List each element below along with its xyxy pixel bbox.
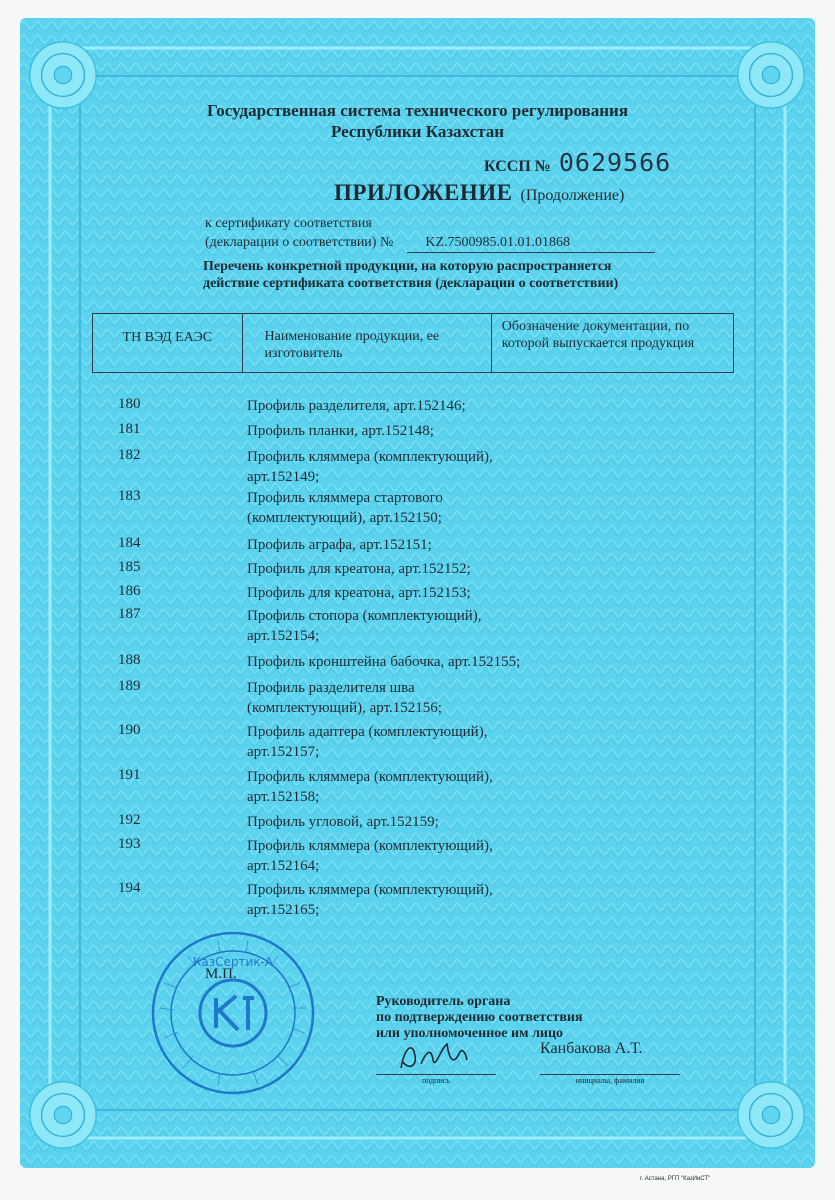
item-line: (комплектующий), арт.152156;: [247, 700, 442, 716]
intro-line-2: действие сертификата соответствия (декларации о соответствии): [203, 276, 619, 291]
item-line: арт.152164;: [247, 858, 320, 874]
seal-place-label: М.П.: [205, 966, 237, 982]
rosette-icon: [732, 36, 810, 114]
item-description: [247, 812, 547, 832]
signatory-title-3: или уполномоченное им лицо: [376, 1026, 564, 1041]
item-line: Профиль кронштейна бабочка, арт.152155;: [247, 654, 521, 670]
kssp-number-block: [484, 148, 671, 178]
cert-number: KZ.7500985.01.01.01868: [407, 233, 655, 253]
item-line: Профиль для креатона, арт.152152;: [247, 561, 471, 577]
item-line: Профиль аграфа, арт.152151;: [247, 537, 432, 553]
signatory-title-2: по подтверждению соответствия: [376, 1010, 583, 1025]
kssp-label: КССП №: [484, 158, 551, 175]
issuer-heading: [110, 100, 725, 142]
item-number: 187: [118, 606, 141, 622]
signatory-title: [376, 994, 583, 1042]
item-line: Профиль для креатона, арт.152153;: [247, 585, 471, 601]
issuer-line-2: Республики Казахстан: [330, 122, 505, 141]
item-line: арт.152165;: [247, 902, 320, 918]
issuer-line-1: Государственная система технического регулирования: [206, 101, 629, 120]
title-sub: (Продолжение): [520, 187, 625, 204]
item-line: Профиль кляммера стартового: [247, 490, 443, 506]
item-description: [247, 767, 547, 807]
item-number: 186: [118, 583, 141, 599]
column-documentation: Обозначение документации, по которой выпускается продукция: [501, 319, 695, 351]
item-line: арт.152149;: [247, 469, 320, 485]
item-number: 189: [118, 678, 141, 694]
item-number: 190: [118, 722, 141, 738]
item-description: [247, 722, 547, 762]
item-number: 181: [118, 421, 141, 437]
rosette-icon: [24, 36, 102, 114]
certificate-reference: [205, 214, 675, 253]
kssp-number: 0629566: [558, 148, 672, 177]
column-hs-code: ТН ВЭД ЕАЭС: [93, 314, 243, 372]
item-number: 183: [118, 488, 141, 504]
item-number: 192: [118, 812, 141, 828]
intro-line-1: Перечень конкретной продукции, на которую распространяется: [203, 259, 612, 274]
rosette-icon: [732, 1076, 810, 1154]
item-number: 185: [118, 559, 141, 575]
item-description: [247, 606, 547, 646]
item-line: Профиль планки, арт.152148;: [247, 423, 434, 439]
item-line: арт.152154;: [247, 628, 320, 644]
item-line: арт.152158;: [247, 789, 320, 805]
item-line: Профиль разделителя шва: [247, 680, 415, 696]
document-title: [334, 180, 624, 206]
item-description: [247, 678, 547, 718]
item-number: 188: [118, 652, 141, 668]
item-description: [247, 583, 547, 603]
item-description: [247, 559, 547, 579]
cert-line-2: (декларации о соответствии) №: [205, 235, 394, 250]
item-line: Профиль разделителя, арт.152146;: [247, 398, 466, 414]
item-description: [247, 836, 547, 876]
item-number: 184: [118, 535, 141, 551]
name-caption: инициалы, фамилия: [540, 1074, 680, 1085]
item-description: [247, 535, 547, 555]
item-number: 180: [118, 396, 141, 412]
item-line: Профиль стопора (комплектующий),: [247, 608, 482, 624]
signatory-title-1: Руководитель органа: [376, 994, 511, 1009]
item-line: арт.152157;: [247, 744, 320, 760]
item-description: [247, 880, 547, 920]
item-line: Профиль угловой, арт.152159;: [247, 814, 439, 830]
column-product-name: Наименование продукции, ее изготовитель: [243, 314, 492, 372]
item-description: [247, 652, 547, 672]
item-number: 191: [118, 767, 141, 783]
item-number: 194: [118, 880, 141, 896]
item-description: [247, 396, 547, 416]
official-seal: [148, 928, 318, 1098]
signature-caption: подпись: [376, 1074, 496, 1085]
printer-imprint: г. Астана, РГП "КазИнСТ": [640, 1176, 711, 1182]
item-line: Профиль адаптера (комплектующий),: [247, 724, 488, 740]
item-line: (комплектующий), арт.152150;: [247, 510, 442, 526]
product-list-intro: [203, 258, 663, 292]
product-table-header: [92, 313, 734, 373]
item-description: [247, 447, 547, 487]
item-line: Профиль кляммера (комплектующий),: [247, 838, 493, 854]
item-line: Профиль кляммера (комплектующий),: [247, 449, 493, 465]
item-line: Профиль кляммера (комплектующий),: [247, 769, 493, 785]
item-description: [247, 421, 547, 441]
handwritten-signature: [395, 1036, 475, 1076]
item-description: [247, 488, 547, 528]
signatory-name: Канбакова А.Т.: [540, 1040, 643, 1057]
item-line: Профиль кляммера (комплектующий),: [247, 882, 493, 898]
item-number: 182: [118, 447, 141, 463]
cert-line-1: к сертификату соответствия: [205, 216, 372, 231]
seal-org-text: КазСертик-А: [192, 955, 274, 969]
item-number: 193: [118, 836, 141, 852]
rosette-icon: [24, 1076, 102, 1154]
title-main: ПРИЛОЖЕНИЕ: [334, 180, 513, 205]
